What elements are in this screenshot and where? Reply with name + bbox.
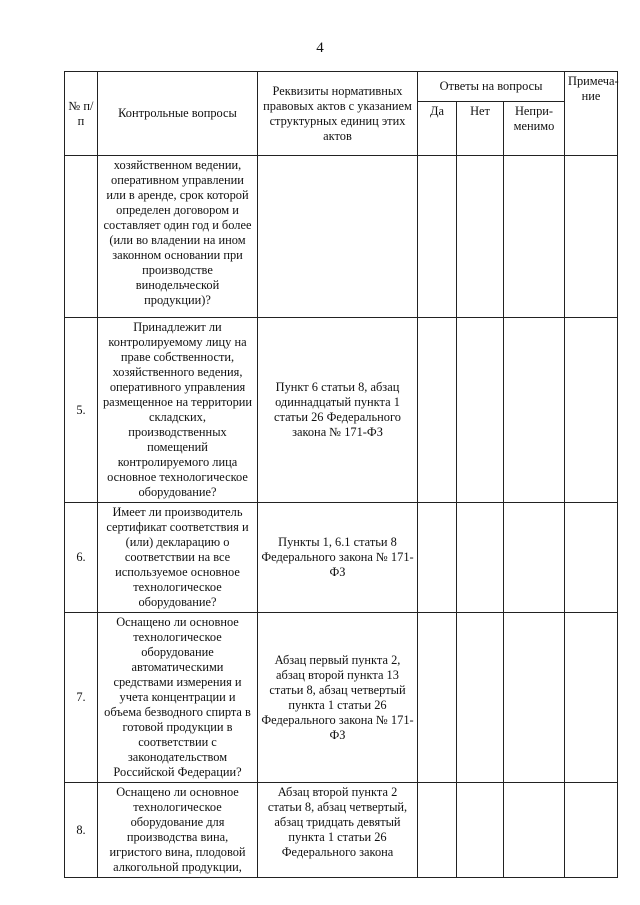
row-num: 7. — [65, 613, 98, 783]
row-requisites: Пункт 6 статьи 8, абзац одиннадцатый пункта 1 статьи 26 Федерального закона № 171-ФЗ — [258, 318, 418, 503]
row-num — [65, 156, 98, 318]
answer-yes-cell[interactable] — [418, 783, 457, 878]
answer-yes-cell[interactable] — [418, 613, 457, 783]
table-row — [65, 783, 618, 878]
table-row — [65, 156, 618, 318]
answer-no-cell[interactable] — [457, 318, 504, 503]
row-question: Оснащено ли основное технологическое оборудование для производства вина, игристого вина, плодовой алкогольной продукции, — [98, 783, 258, 878]
note-cell[interactable] — [565, 156, 618, 318]
answer-na-cell[interactable] — [504, 783, 565, 878]
note-cell[interactable] — [565, 613, 618, 783]
header-num: № п/п — [65, 72, 98, 156]
row-requisites: Пункты 1, 6.1 статьи 8 Федерального закона № 171-ФЗ — [258, 503, 418, 613]
answer-no-cell[interactable] — [457, 503, 504, 613]
row-question: Оснащено ли основное технологическое оборудование автоматическими средствами измерения и учета концентрации и объема безводного спирта в готовой продукции в соответствии с законодательством Российской Федерации? — [98, 613, 258, 783]
row-num: 8. — [65, 783, 98, 878]
note-cell[interactable] — [565, 503, 618, 613]
header-no: Нет — [457, 102, 504, 156]
header-requisites: Реквизиты нормативных правовых актов с указанием структурных единиц этих актов — [258, 72, 418, 156]
answer-no-cell[interactable] — [457, 613, 504, 783]
table-row — [65, 613, 618, 783]
answer-na-cell[interactable] — [504, 318, 565, 503]
note-cell[interactable] — [565, 783, 618, 878]
table-row — [65, 318, 618, 503]
header-note: Примеча-ние — [565, 72, 618, 156]
header-questions: Контрольные вопросы — [98, 72, 258, 156]
answer-na-cell[interactable] — [504, 613, 565, 783]
answer-yes-cell[interactable] — [418, 156, 457, 318]
answer-yes-cell[interactable] — [418, 503, 457, 613]
row-num: 6. — [65, 503, 98, 613]
header-row — [65, 72, 618, 102]
row-question: хозяйственном ведении, оперативном управлении или в аренде, срок которой определен договором и составляет один год и более (или во владении на ином законном основании при производстве винодельческой продукции)? — [98, 156, 258, 318]
answer-na-cell[interactable] — [504, 156, 565, 318]
row-requisites — [258, 156, 418, 318]
note-cell[interactable] — [565, 318, 618, 503]
row-question: Принадлежит ли контролируемому лицу на праве собственности, хозяйственного ведения, оперативного управления размещенное на территории складских, производственных помещений контролируемого лица основное технологическое оборудование? — [98, 318, 258, 503]
answer-na-cell[interactable] — [504, 503, 565, 613]
table-row — [65, 503, 618, 613]
header-answers: Ответы на вопросы — [418, 72, 565, 102]
header-na: Непри-менимо — [504, 102, 565, 156]
row-question: Имеет ли производитель сертификат соответствия и (или) декларацию о соответствии на все используемое основное технологическое оборудование? — [98, 503, 258, 613]
checklist-table — [64, 71, 618, 878]
answer-no-cell[interactable] — [457, 156, 504, 318]
header-yes: Да — [418, 102, 457, 156]
answer-no-cell[interactable] — [457, 783, 504, 878]
answer-yes-cell[interactable] — [418, 318, 457, 503]
row-requisites: Абзац первый пункта 2, абзац второй пункта 13 статьи 8, абзац четвертый пункта 1 статьи 26 Федерального закона № 171-ФЗ — [258, 613, 418, 783]
row-num: 5. — [65, 318, 98, 503]
page-number: 4 — [316, 40, 324, 56]
row-requisites: Абзац второй пункта 2 статьи 8, абзац четвертый, абзац тридцать девятый пункта 1 статьи 26 Федерального закона — [258, 783, 418, 878]
